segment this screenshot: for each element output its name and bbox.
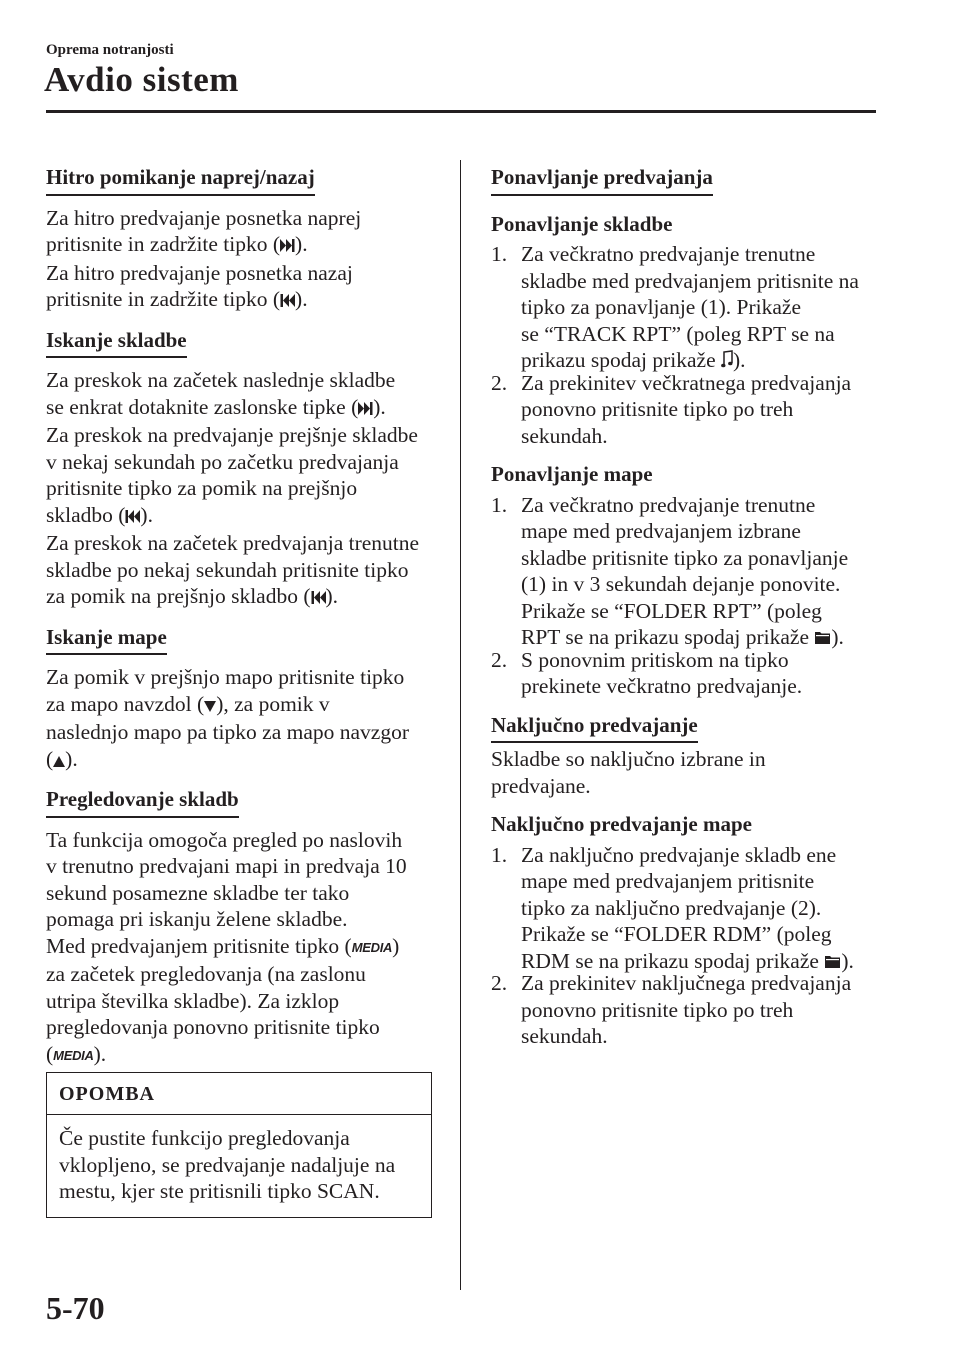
list-item: 2. Za prekinitev naključnega predvajanja ponovno pritisnite tipko po treh sekundah. — [491, 971, 852, 1048]
skip-back-icon — [280, 288, 295, 315]
note-box — [46, 1072, 432, 1218]
folder-down-icon — [204, 693, 216, 720]
list-item: 1. Za naključno predvajanje skladb ene mape med predvajanjem pritisnite tipko za naključno predvajanje (2). Prikaže se “FOLDER RDM” (poleg RDM se na prikazu spodaj prikaže ). — [491, 842, 881, 977]
random-heading: Naključno predvajanje — [491, 712, 698, 744]
folder-up-icon — [53, 748, 65, 775]
fast-seek-heading: Hitro pomikanje naprej/nazaj — [46, 164, 315, 196]
repeat-folder-heading: Ponavljanje mape — [491, 462, 653, 486]
list-item: 1. Za večkratno predvajanje trenutne skladbe med predvajanjem pritisnite na tipko za ponavljanje (1). Prikaže se “TRACK RPT” (poleg RPT se na prikazu spodaj prikaže ). — [491, 241, 881, 376]
repeat-track-heading: Ponavljanje skladbe — [491, 211, 673, 236]
skip-back-icon — [311, 585, 326, 612]
repeat-folder-list — [491, 492, 881, 700]
scan-heading: Pregledovanje skladb — [46, 786, 239, 818]
folder-search-text: Za pomik v prejšnjo mapo pritisnite tipko za mapo navzdol ( ), za pomik v naslednjo mapo pa tipko za mapo navzgor ( ). — [46, 664, 438, 774]
list-item: 2. Za prekinitev večkratnega predvajanja ponovno pritisnite tipko po treh sekundah. — [491, 370, 852, 448]
skip-forward-icon — [358, 396, 373, 423]
list-item: 2. S ponovnim pritiskom na tipko prekinete večkratno predvajanje. — [491, 647, 803, 698]
scan-text: Ta funkcija omogoča pregled po naslovih v trenutno predvajani mapi in predvaja 10 sekund posamezne skladbe ter tako pomaga pri iskanju želene skladbe. Med predvajanjem pritisnite tipko (MEDIA) za začetek pregledovanja (na zaslonu utripa številka skladbe). Za izklop pregledovanja ponovno pritisnite tipko (MEDIA). — [46, 827, 438, 1070]
media-button-icon: MEDIA — [351, 939, 393, 955]
random-folder-heading: Naključno predvajanje mape — [491, 812, 752, 836]
right-column — [491, 164, 881, 1062]
track-search-text: Za preskok na začetek naslednje skladbe se enkrat dotaknite zaslonske tipke ( ). Za preskok na predvajanje prejšnje skladbe v nekaj sekundah po začetku predvajanja pritisnite tipko za pomik na prejšnjo skladbo ( ). Za preskok na začetek predvajanja trenutne skladbe po nekaj sekundah pritisnite tipko za pomik na prejšnjo skladbo ( ). — [46, 367, 438, 612]
column-divider — [460, 160, 461, 1290]
chapter-name: Oprema notranjosti — [46, 42, 174, 58]
page-number: 5-70 — [46, 1290, 105, 1326]
media-button-icon: MEDIA — [53, 1047, 94, 1063]
repeat-track-list — [491, 241, 881, 449]
folder-search-heading: Iskanje mape — [46, 624, 167, 656]
skip-forward-icon — [280, 233, 295, 260]
page-title: Avdio sistem — [44, 60, 239, 99]
fast-seek-text: Za hitro predvajanje posnetka naprej pritisnite in zadržite tipko ( ). Za hitro predvajanje posnetka nazaj pritisnite in zadržite tipko ( ). — [46, 205, 438, 315]
random-folder-list — [491, 842, 881, 1050]
skip-back-icon — [125, 504, 140, 531]
list-item: 1. Za večkratno predvajanje trenutne mape med predvajanjem izbrane skladbe pritisnite tipko za ponavljanje (1) in v 3 sekundah dejanje ponovite. Prikaže se “FOLDER RPT” (poleg RPT se na prikazu spodaj prikaže ). — [491, 492, 881, 653]
track-search-heading: Iskanje skladbe — [46, 327, 187, 359]
random-text: Skladbe so naključno izbrane in predvajane. — [491, 747, 766, 798]
header-rule — [46, 110, 876, 113]
left-column — [46, 164, 438, 1081]
note-body: Če pustite funkcijo pregledovanja vklopljeno, se predvajanje nadaljuje na mestu, kjer ste pritisnili tipko SCAN. — [59, 1126, 396, 1203]
note-title: OPOMBA — [47, 1073, 431, 1115]
repeat-heading: Ponavljanje predvajanja — [491, 164, 713, 196]
